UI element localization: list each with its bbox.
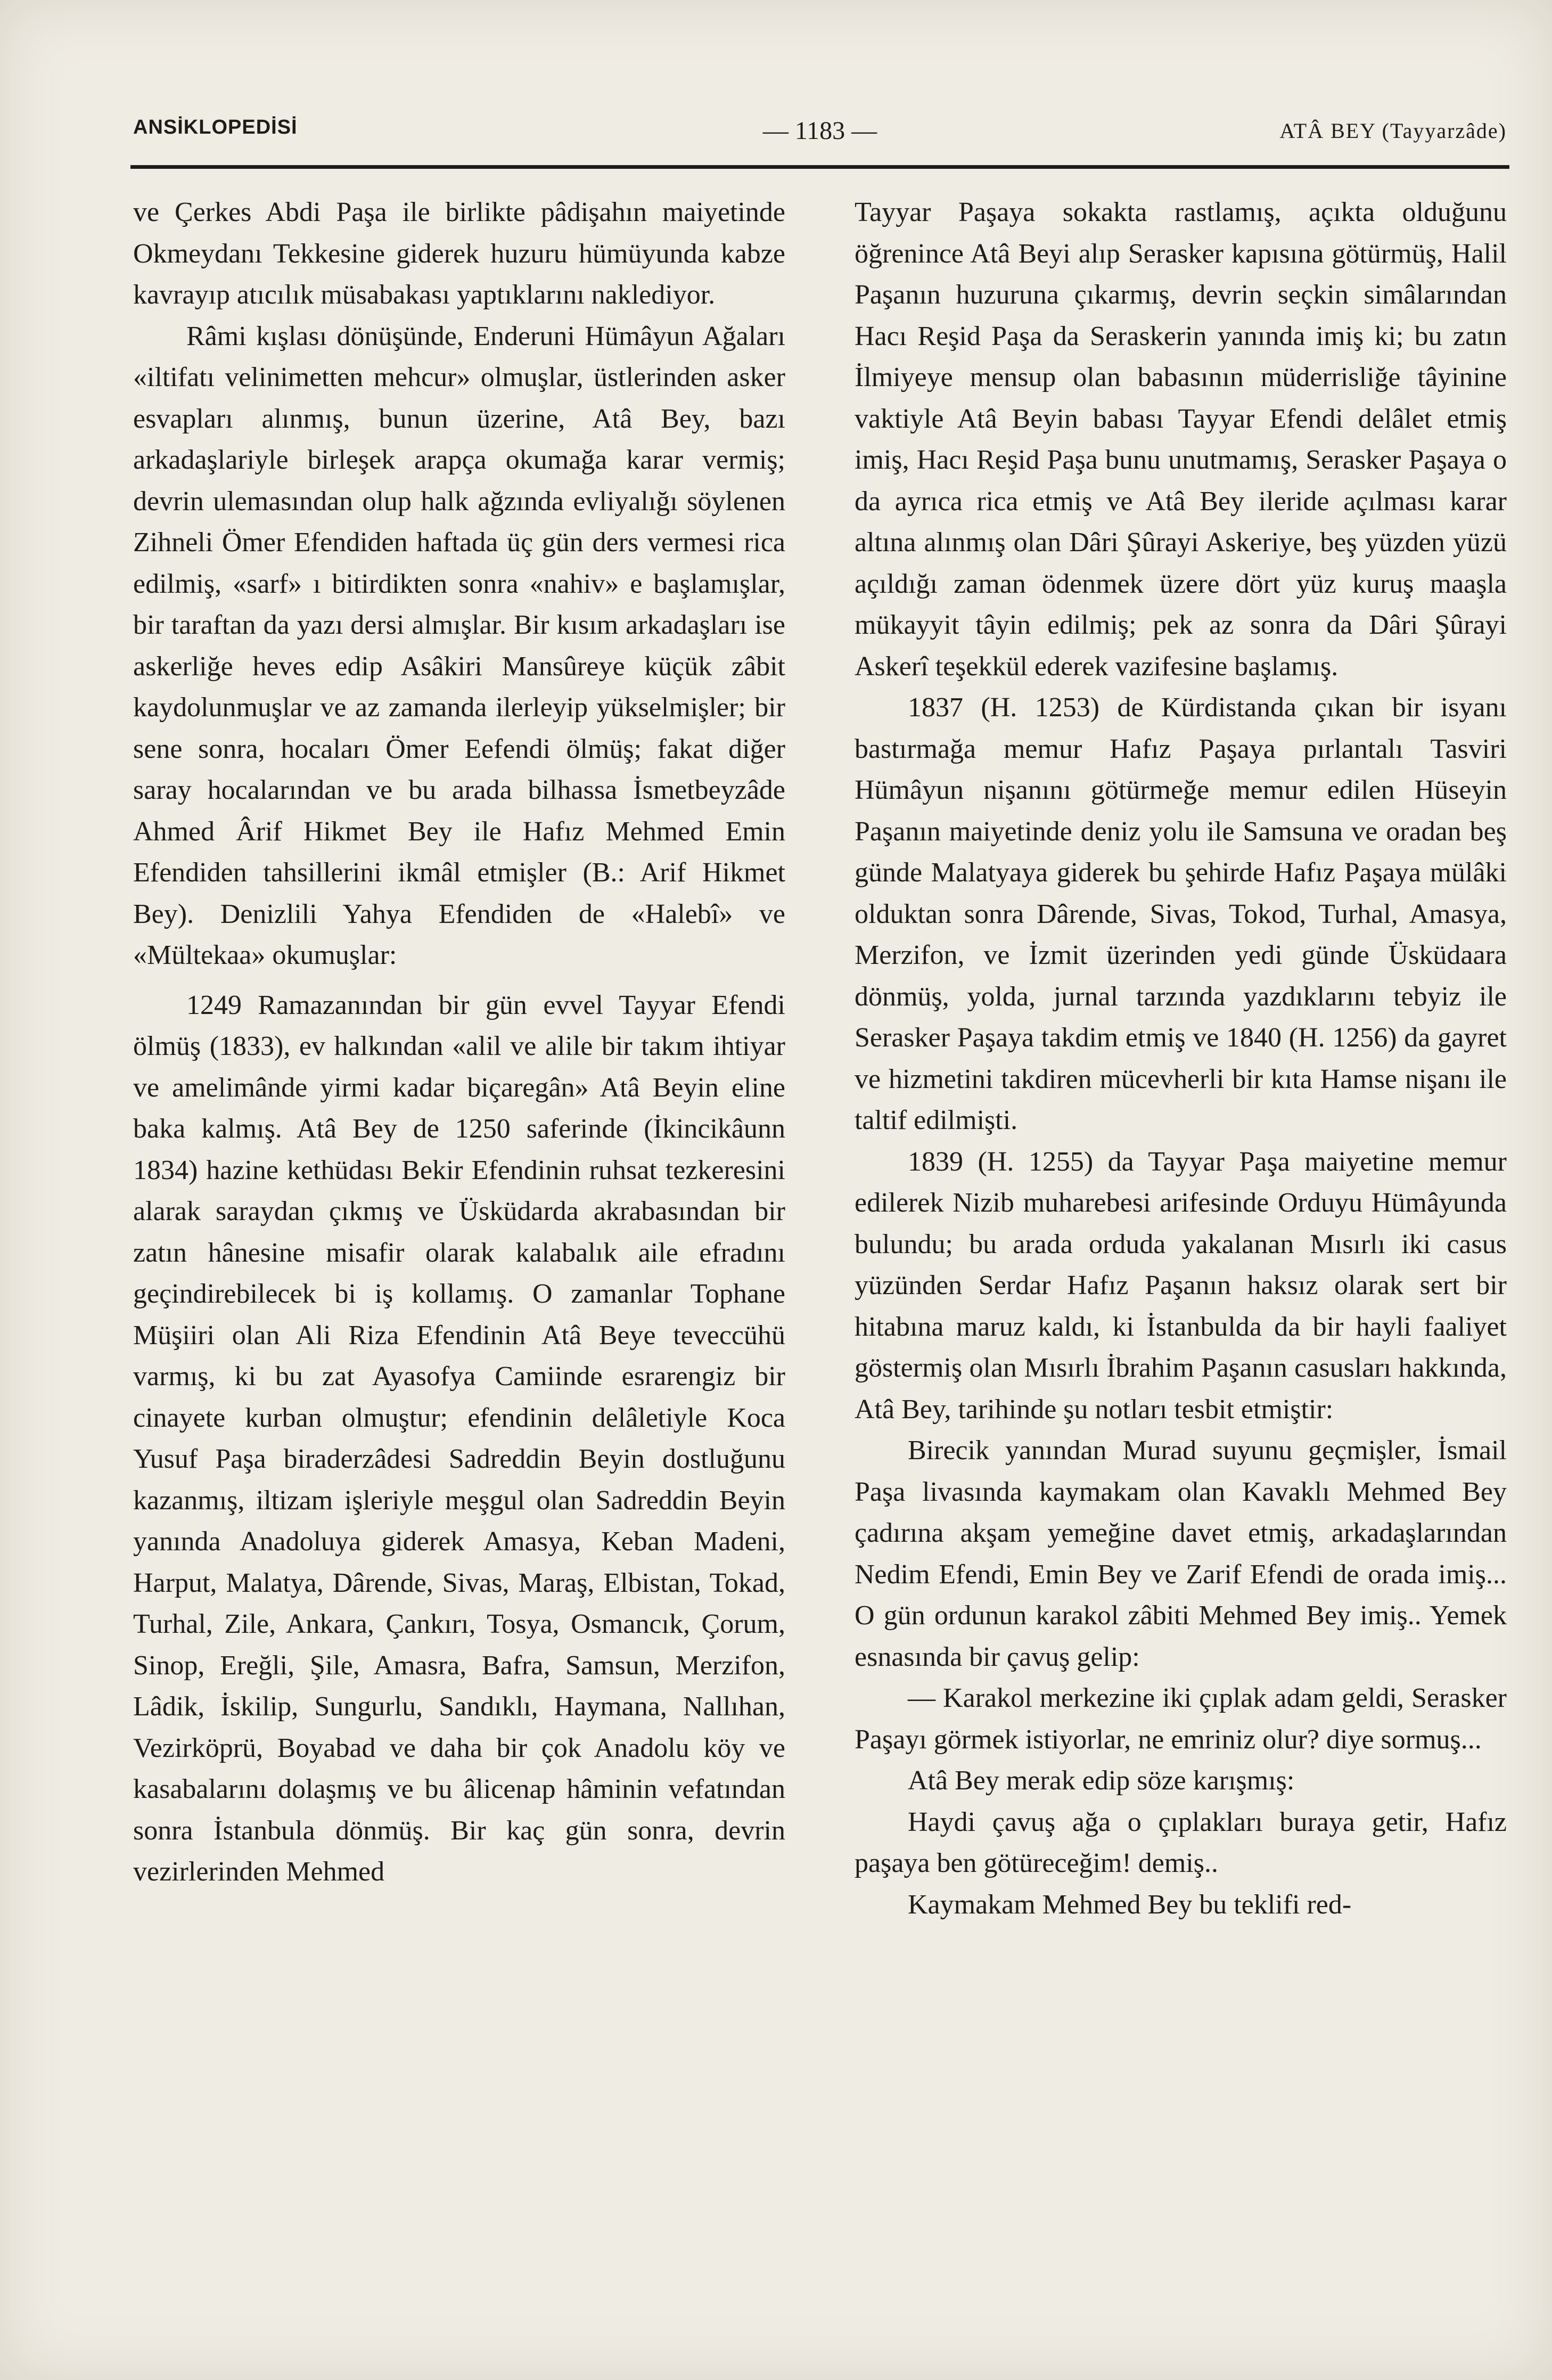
paragraph: 1249 Ramazanından bir gün evvel Tayyar Efendi ölmüş (1833), ev halkından «alil ve alile bir takım ihtiyar ve amelimânde yirmi kadar biçaregân» Atâ Beyin eline baka kalmış. Atâ Bey de 1250 saferinde (İkincikâunn 1834) hazine kethüdası Bekir Efendinin ruhsat tezkeresini alarak saraydan çıkmış ve Üsküdarda akrabasından bir zatın hânesine misafir olarak kalabalık aile efradını geçindirebilecek bi iş kollamış. O zamanlar Tophane Müşiiri olan Ali Riza Efendinin Atâ Beye teveccühü varmış, ki bu zat Ayasofya Camiinde esrarengiz bir cinayete kurban olmuştur; efendinin delâletiyle Koca Yusuf Paşa biraderzâdesi Sadreddin Beyin dostluğunu kazanmış, iltizam işleriyle meşgul olan Sadreddin Beyin yanında Anadoluya giderek Amasya, Keban Madeni, Harput, Malatya, Dârende, Sivas, Maraş, Elbistan, Tokad, Turhal, Zile, Ankara, Çankırı, Tosya, Osmancık, Çorum, Sinop, Ereğli, Şile, Amasra, Bafra, Samsun, Merzifon, Lâdik, İskilip, Sungurlu, Sandıklı, Haymana, Nallıhan, Vezirköprü, Boyabad ve daha bir çok Anadolu köy ve kasabalarını dolaşmış ve bu âlicenap hâminin vefatından sonra İstanbula dönmüş. Bir kaç gün sonra, devrin vezirlerinden Mehmed <box>133 989 785 1887</box>
quoted-paragraph: Haydi çavuş ağa o çıplakları buraya getir, Hafız paşaya ben götüreceğim! demiş.. <box>855 1806 1507 1878</box>
quoted-paragraph: Atâ Bey merak edip söze karışmış: <box>908 1765 1295 1796</box>
left-column <box>133 192 785 1893</box>
paragraph: Râmi kışlası dönüşünde, Enderuni Hümâyun Ağaları «iltifatı velinimetten mehcur» olmuşlar, üstlerinden asker esvapları alınmış, bunun üzerine, Atâ Bey, bazı arkadaşlariyle birleşek arapça okumağa karar vermiş; devrin ulemasından olup halk ağzında evliyalığı söylenen Zihneli Ömer Efendiden haftada üç gün ders vermesi rica edilmiş, «sarf» ı bitirdikten sonra «nahiv» e başlamışlar, bir taraftan da yazı dersi almışlar. Bir kısım arkadaşları ise askerliğe heves edip Asâkiri Mansûreye küçük zâbit kaydolunmuşlar ve az zamanda ilerleyip yükselmişler; bir sene sonra, hocaları Ömer Eefendi ölmüş; fakat diğer saray hocalarından ve bu arada bilhassa İsmetbeyzâde Ahmed Ârif Hikmet Bey ile Hafız Mehmed Emin Efendiden tahsillerini ikmâl etmişler (B.: Arif Hikmet Bey). Denizlili Yahya Efendiden de «Halebî» ve «Mültekaa» okumuşlar: <box>133 321 785 970</box>
header-encyclopedia-title: ANSİKLOPEDİSİ <box>133 116 298 138</box>
header-entry-title: ATÂ BEY (Tayyarzâde) <box>1279 119 1507 143</box>
paragraph: ve Çerkes Abdi Paşa ile birlikte pâdişahın maiyetinde Okmeydanı Tekkesine giderek huzuru hümüyunda kabze kavrayıp atıcılık müsabakası yaptıklarını naklediyor. <box>133 197 785 310</box>
quoted-paragraph: — Karakol merkezine iki çıplak adam geldi, Serasker Paşayı görmek istiyorlar, ne emriniz olur? diye sormuş... <box>855 1683 1507 1755</box>
right-column <box>855 192 1507 1925</box>
header-rule <box>130 165 1509 169</box>
running-head <box>133 116 1507 159</box>
quoted-paragraph: Birecik yanından Murad suyunu geçmişler, İsmail Paşa livasında kaymakam olan Kavaklı Mehmed Bey çadırına akşam yemeğine davet etmiş, arkadaşlarından Nedim Efendi, Emin Bey ve Zarif Efendi de orada imiş... O gün ordunun karakol zâbiti Mehmed Bey imiş.. Yemek esnasında bir çavuş gelip: <box>855 1435 1507 1672</box>
paragraph: Tayyar Paşaya sokakta rastlamış, açıkta olduğunu öğrenince Atâ Beyi alıp Serasker kapısına götürmüş, Halil Paşanın huzuruna çıkarmış, devrin seçkin simâlarından Hacı Reşid Paşa da Seraskerin yanında imiş ki; bu zatın İlmiyeye mensup olan babasının müderrisliğe tâyinine vaktiyle Atâ Beyin babası Tayyar Efendi delâlet etmiş imiş, Hacı Reşid Paşa bunu unutmamış, Serasker Paşaya o da ayrıca rica etmiş ve Atâ Bey ileride açılması karar altına alınmış olan Dâri Şûrayi Askeriye, beş yüzden yüzü açıldığı zaman ödenmek üzere dört yüz kuruş maaşla mükayyit tâyin edilmiş; pek az sonra da Dâri Şûrayi Askerî teşekkül ederek vazifesine başlamış. <box>855 197 1507 682</box>
paragraph: 1837 (H. 1253) de Kürdistanda çıkan bir isyanı bastırmağa memur Hafız Paşaya pırlantalı Tasviri Hümâyun nişanını götürmeğe memur edilen Hüseyin Paşanın maiyetinde deniz yolu ile Samsuna ve oradan beş günde Malatyaya giderek bu şehirde Hafız Paşaya mülâki olduktan sonra Dârende, Sivas, Tokod, Turhal, Amasya, Merzifon, ve İzmit üzerinden yedi günde Üsküdaara dönmüş, yolda, jurnal tarzında yazdıklarını tebyiz ile Serasker Paşaya takdim etmiş ve 1840 (H. 1256) da gayret ve hizmetini takdiren mücevherli bir kıta Hamse nişanı ile taltif edilmişti. <box>855 692 1507 1135</box>
paragraph: 1839 (H. 1255) da Tayyar Paşa maiyetine memur edilerek Nizib muharebesi arifesinde Orduyu Hümâyunda bulundu; bu arada orduda yakalanan Mısırlı iki casus yüzünden Serdar Hafız Paşanın haksız olarak sert bir hitabına maruz kaldı, ki İstanbulda da bir hayli faaliyet göstermiş olan Mısırlı İbrahim Paşanın casusları hakkında, Atâ Bey, tarihinde şu notları tesbit etmiştir: <box>855 1146 1507 1425</box>
header-page-number: — 1183 — <box>762 117 877 145</box>
paragraph: Kaymakam Mehmed Bey bu teklifi red- <box>908 1889 1352 1920</box>
